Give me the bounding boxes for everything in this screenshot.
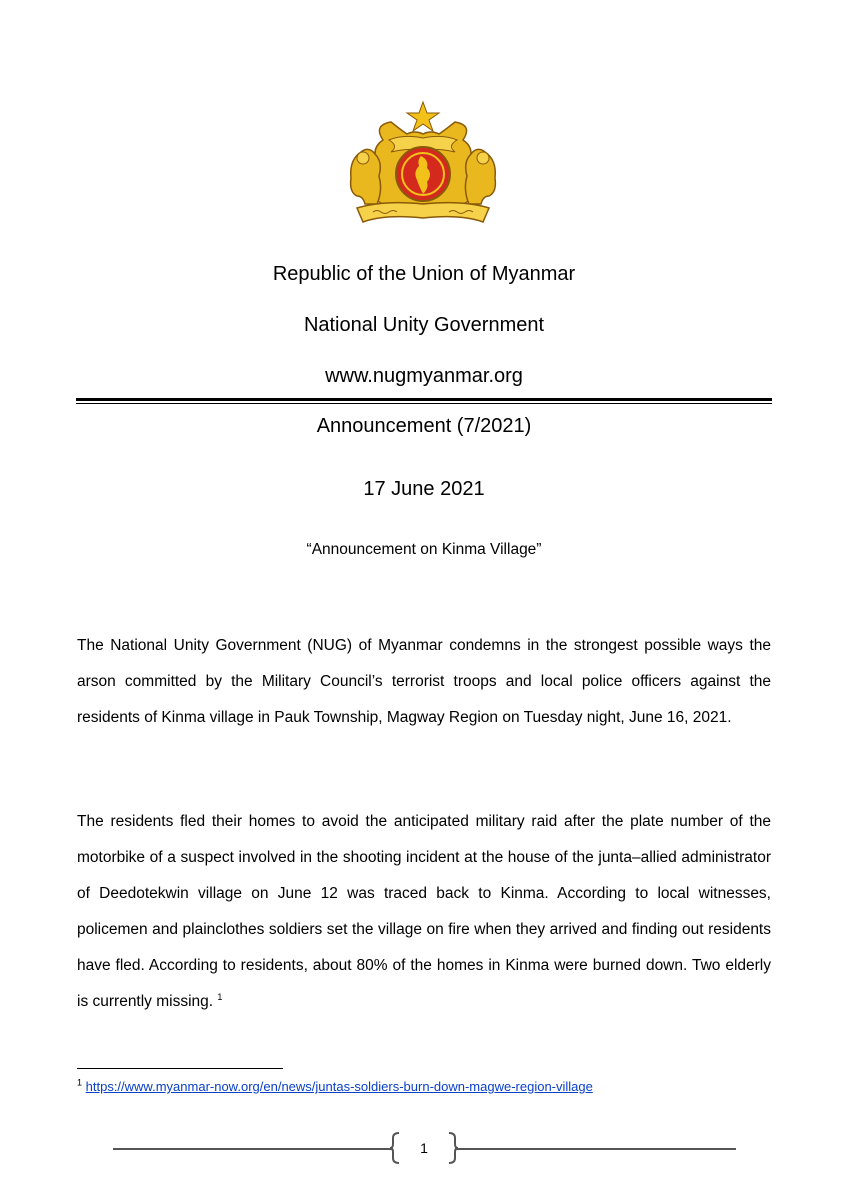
announcement-subject: “Announcement on Kinma Village” [306, 541, 542, 558]
announcement-number: Announcement (7/2021) [316, 415, 532, 437]
body-paragraph-1 [77, 628, 771, 736]
footer-line-left [113, 1148, 393, 1150]
body-paragraph-2 [77, 804, 771, 1020]
state-seal-icon [343, 100, 503, 230]
left-brace-icon [390, 1132, 400, 1164]
paragraph-1-text: The National Unity Government (NUG) of Myanmar condemns in the strongest possible ways the arson committed by the Military Council’s terrorist troops and local police officers against the residents of Kinma village in Pauk Township, Magway Region on Tuesday night, June 16, 2021. [77, 637, 771, 726]
footnote [77, 1078, 593, 1096]
footnote-reference[interactable]: 1 [217, 991, 223, 1002]
government-title: National Unity Government [303, 314, 545, 336]
header-divider-thin [76, 403, 772, 404]
header-divider-thick [76, 398, 772, 401]
page-number: 1 [420, 1140, 428, 1156]
footnote-marker: 1 [77, 1077, 83, 1088]
paragraph-2-text: The residents fled their homes to avoid the anticipated military raid after the plate number of the motorbike of a suspect involved in the shooting incident at the house of the junta–allied administrator of Deedotekwin village on June 12 was traced back to Kinma. According to local witnesses, policemen and plainclothes soldiers set the village on fire when they arrived and finding out residents have fled. According to residents, about 80% of the homes in Kinma were burned down. Two elderly is currently missing. [77, 813, 771, 1010]
announcement-date: 17 June 2021 [363, 478, 485, 500]
footer-line-right [456, 1148, 736, 1150]
footnote-link[interactable]: https://www.myanmar-now.org/en/news/juntas-soldiers-burn-down-magwe-region-village [85, 1079, 593, 1094]
footnote-divider [77, 1068, 283, 1069]
website-text: www.nugmyanmar.org [325, 365, 523, 387]
country-title: Republic of the Union of Myanmar [272, 263, 576, 285]
